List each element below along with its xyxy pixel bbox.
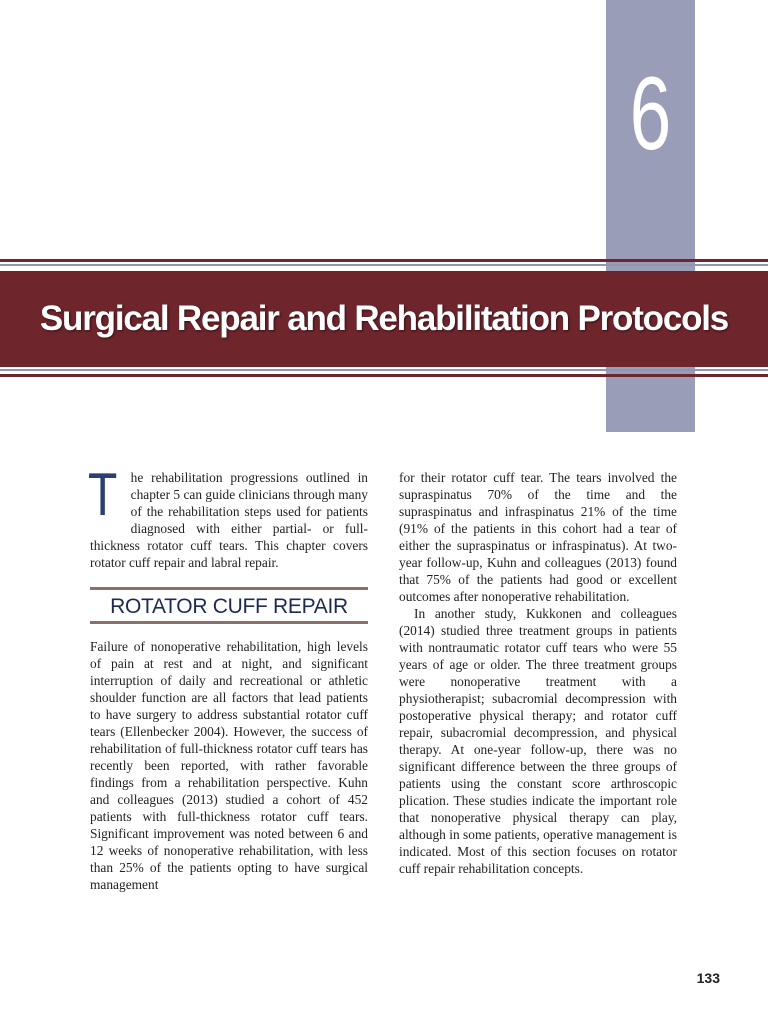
title-rule-bottom-maroon	[0, 374, 768, 377]
left-column	[88, 461, 368, 893]
title-rule-bottom-blue	[0, 369, 768, 371]
page-number: 133	[696, 970, 720, 986]
body-paragraph-2: In another study, Kukkonen and colleagues (2014) studied three treatment groups in patients with nontraumatic rotator cuff tears who were 55 years of age or older. The three treatment groups were nonoperative treatment with a physiotherapist; subacromial decompression with postoperative physical therapy; and rotator cuff repair, subacromial decompression, and physical therapy. At one-year follow-up, there was no significant difference between the three groups of patients using the constant score arthroscopic plication. These studies indicate the important role that nonoperative physical therapy can play, although in some patients, operative management is indicated. Most of this section focuses on rotator cuff repair rehabilitation concepts.	[399, 606, 677, 876]
drop-cap: T	[88, 461, 118, 528]
chapter-title: Surgical Repair and Rehabilitation Protocols	[39, 299, 729, 338]
title-rule-top-blue	[0, 264, 768, 266]
intro-text: he rehabilitation progressions outlined in chapter 5 can guide clinicians through many of the rehabilitation steps used for patients diagnosed with either partial- or full-thickness rotator cuff tears. This chapter covers rotator cuff repair and labral repair.	[90, 470, 368, 570]
body-paragraph-1-continued: for their rotator cuff tear. The tears involved the supraspinatus 70% of the time and the supraspinatus and infraspinatus 21% of the time (91% of the patients in this cohort had a tear of either the supraspinatus or infraspinatus). At two-year follow-up, Kuhn and colleagues (2013) found that 75% of the patients had good or excellent outcomes after nonoperative rehabilitation.	[399, 470, 677, 604]
body-paragraph-1: Failure of nonoperative rehabilitation, high levels of pain at rest and at night, and significant interruption of daily and recreational or athletic shoulder function are all factors that lead patients to have surgery to address substantial rotator cuff tears (Ellenbecker 2004). However, the success of rehabilitation of full-thickness rotator cuff tears has recently been reported, with rather favorable findings from a rehabilitation perspective. Kuhn and colleagues (2013) studied a cohort of 452 patients with full-thickness rotator cuff tears. Significant improvement was noted between 6 and 12 weeks of nonoperative rehabilitation, with less than 25% of the patients opting to have surgical management	[90, 639, 368, 892]
title-rule-top-maroon	[0, 259, 768, 262]
right-column	[399, 469, 677, 877]
section-heading: ROTATOR CUFF REPAIR	[110, 595, 348, 618]
intro-paragraph	[88, 461, 368, 571]
chapter-number: 6	[629, 56, 672, 172]
